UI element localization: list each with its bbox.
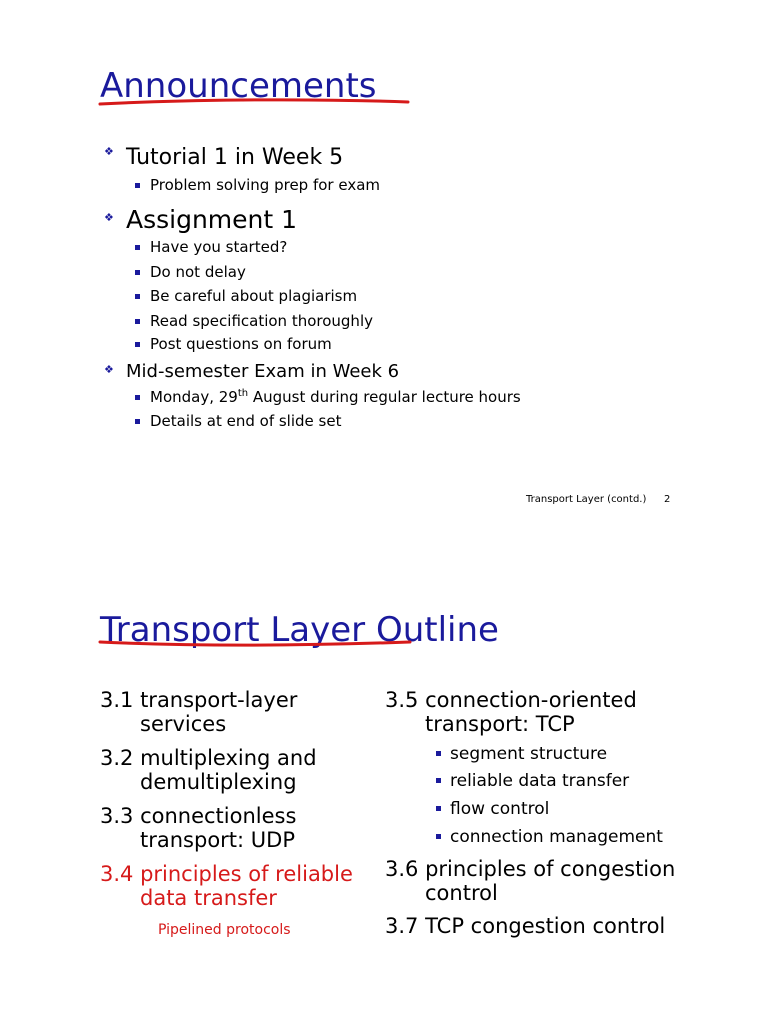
outline-item: 3.6 principles of congestion control <box>385 857 676 905</box>
outline-item-current: 3.4 principles of reliable data transfer <box>100 862 353 910</box>
square-bullet-icon <box>436 806 441 811</box>
slide-title: Transport Layer Outline <box>100 610 499 650</box>
item-text: Assignment 1 <box>126 205 298 234</box>
sub-item: Be careful about plagiarism <box>150 287 357 305</box>
title-underline <box>98 634 418 652</box>
item-text: Tutorial 1 in Week 5 <box>126 145 344 170</box>
square-bullet-icon <box>135 319 140 324</box>
page-number: 2 <box>664 494 671 505</box>
list-item <box>104 361 400 383</box>
slide-transport-outline <box>0 512 768 1024</box>
square-bullet-icon <box>436 751 441 756</box>
sub-item: Post questions on forum <box>150 335 332 353</box>
diamond-bullet-icon: ❖ <box>104 145 114 158</box>
square-bullet-icon <box>135 245 140 250</box>
sub-item: Problem solving prep for exam <box>150 176 380 194</box>
square-bullet-icon <box>135 294 140 299</box>
slide-title: Announcements <box>100 66 377 106</box>
outline-item: 3.5 connection-oriented transport: TCP <box>385 688 637 736</box>
outline-item: 3.3 connectionless transport: UDP <box>100 804 297 852</box>
current-subtopic: Pipelined protocols <box>158 922 291 938</box>
list-item <box>104 205 298 235</box>
square-bullet-icon <box>135 270 140 275</box>
square-bullet-icon <box>135 419 140 424</box>
sub-item: Read specification thoroughly <box>150 312 373 330</box>
square-bullet-icon <box>436 778 441 783</box>
square-bullet-icon <box>135 183 140 188</box>
slide-footer: Transport Layer (contd.) <box>526 494 647 505</box>
sub-item: Have you started? <box>150 238 287 256</box>
outline-item: 3.2 multiplexing and demultiplexing <box>100 746 317 794</box>
sub-item: reliable data transfer <box>450 771 629 791</box>
square-bullet-icon <box>436 834 441 839</box>
square-bullet-icon <box>135 395 140 400</box>
sub-item: flow control <box>450 799 549 819</box>
square-bullet-icon <box>135 342 140 347</box>
outline-item: 3.1 transport-layer services <box>100 688 298 736</box>
sub-item: Details at end of slide set <box>150 412 341 430</box>
sub-item: Monday, 29th August during regular lecture hours <box>150 388 521 406</box>
list-item <box>104 145 344 171</box>
item-text: Mid-semester Exam in Week 6 <box>126 361 400 382</box>
sub-item: Do not delay <box>150 263 246 281</box>
diamond-bullet-icon: ❖ <box>104 211 114 224</box>
outline-item: 3.7 TCP congestion control <box>385 914 666 938</box>
title-underline <box>98 92 418 110</box>
sub-item: segment structure <box>450 744 607 764</box>
diamond-bullet-icon: ❖ <box>104 363 114 376</box>
sub-item: connection management <box>450 827 663 847</box>
